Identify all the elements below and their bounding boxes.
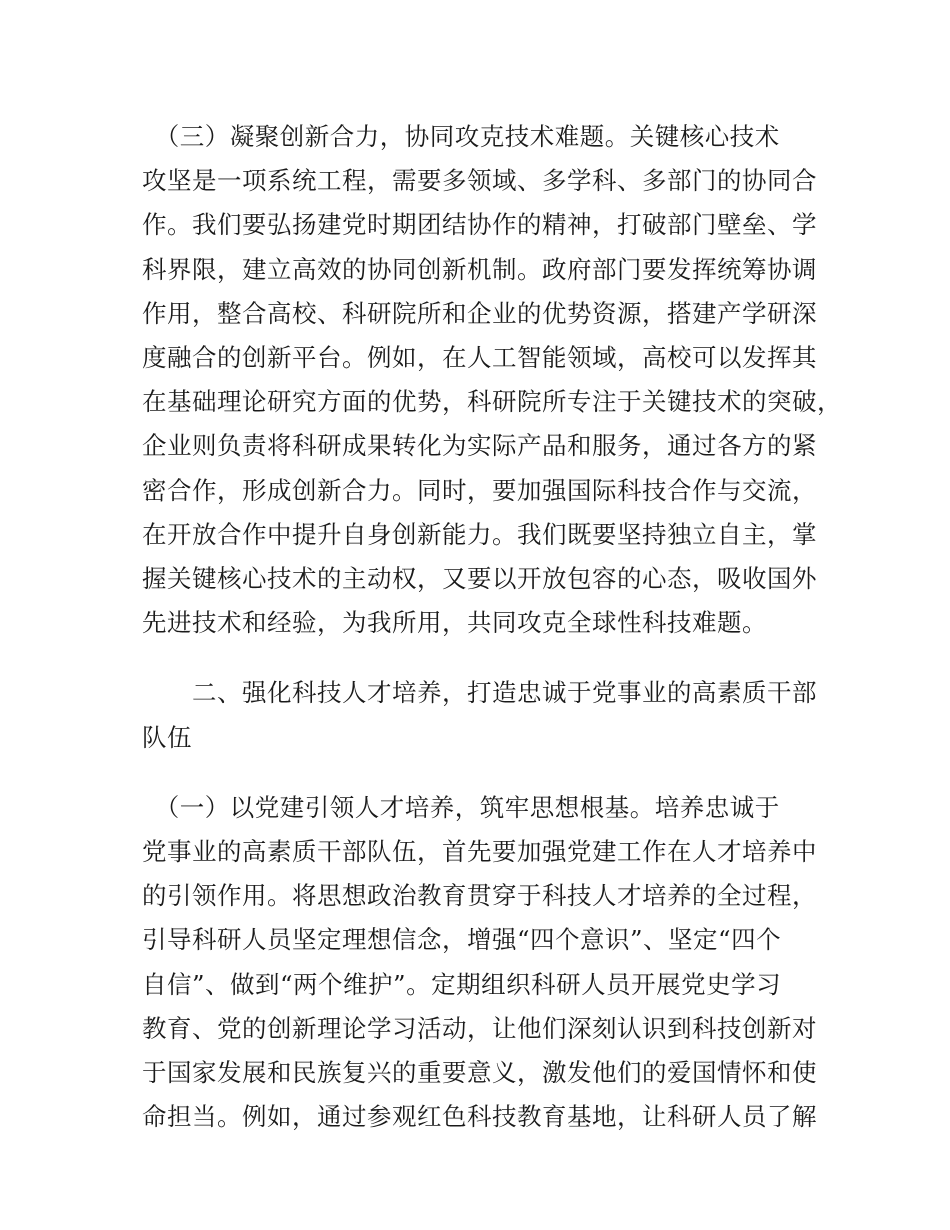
text-line: 命担当。例如，通过参观红色科技教育基地，让科研人员了解 bbox=[142, 1102, 817, 1132]
text-line: 于国家发展和民族复兴的重要意义，激发他们的爱国情怀和使 bbox=[142, 1058, 817, 1088]
text-line: 的引领作用。将思想政治教育贯穿于科技人才培养的全过程， bbox=[142, 881, 817, 911]
text-line: 作。我们要弘扬建党时期团结协作的精神，打破部门壁垒、学 bbox=[142, 210, 817, 240]
text-line: 企业则负责将科研成果转化为实际产品和服务，通过各方的紧 bbox=[142, 431, 817, 461]
text-line: 引导科研人员坚定理想信念，增强“四个意识”、坚定“四个 bbox=[142, 925, 782, 955]
text-line: 教育、党的创新理论学习活动，让他们深刻认识到科技创新对 bbox=[142, 1013, 817, 1043]
heading-line: 二、强化科技人才培养，打造忠诚于党事业的高素质干部 bbox=[142, 678, 817, 708]
paragraph-section-2-1 bbox=[142, 786, 822, 1140]
section-heading-2 bbox=[142, 671, 822, 759]
text-line: （一）以党建引领人才培养，筑牢思想根基。培养忠诚于 bbox=[142, 792, 780, 822]
text-line: 党事业的高素质干部队伍，首先要加强党建工作在人才培养中 bbox=[142, 837, 817, 867]
document-body bbox=[142, 115, 842, 1139]
heading-line: 队伍 bbox=[142, 722, 192, 752]
text-line: 握关键核心技术的主动权，又要以开放包容的心态，吸收国外 bbox=[142, 564, 817, 594]
paragraph-section-3 bbox=[142, 115, 842, 645]
text-line: 在开放合作中提升自身创新能力。我们既要坚持独立自主，掌 bbox=[142, 519, 817, 549]
text-line: （三）凝聚创新合力，协同攻克技术难题。关键核心技术 bbox=[142, 122, 780, 151]
text-line: 度融合的创新平台。例如，在人工智能领域，高校可以发挥其 bbox=[142, 343, 817, 373]
text-line: 攻坚是一项系统工程，需要多领域、多学科、多部门的协同合 bbox=[142, 166, 817, 196]
text-line: 先进技术和经验，为我所用，共同攻克全球性科技难题。 bbox=[142, 608, 767, 638]
text-line: 科界限，建立高效的协同创新机制。政府部门要发挥统筹协调 bbox=[142, 254, 817, 284]
text-line: 作用，整合高校、科研院所和企业的优势资源，搭建产学研深 bbox=[142, 298, 817, 328]
text-line: 自信”、做到“两个维护”。定期组织科研人员开展党史学习 bbox=[142, 969, 782, 999]
text-line: 密合作，形成创新合力。同时，要加强国际科技合作与交流， bbox=[142, 475, 817, 505]
text-line: 在基础理论研究方面的优势，科研院所专注于关键技术的突破， bbox=[142, 387, 842, 417]
